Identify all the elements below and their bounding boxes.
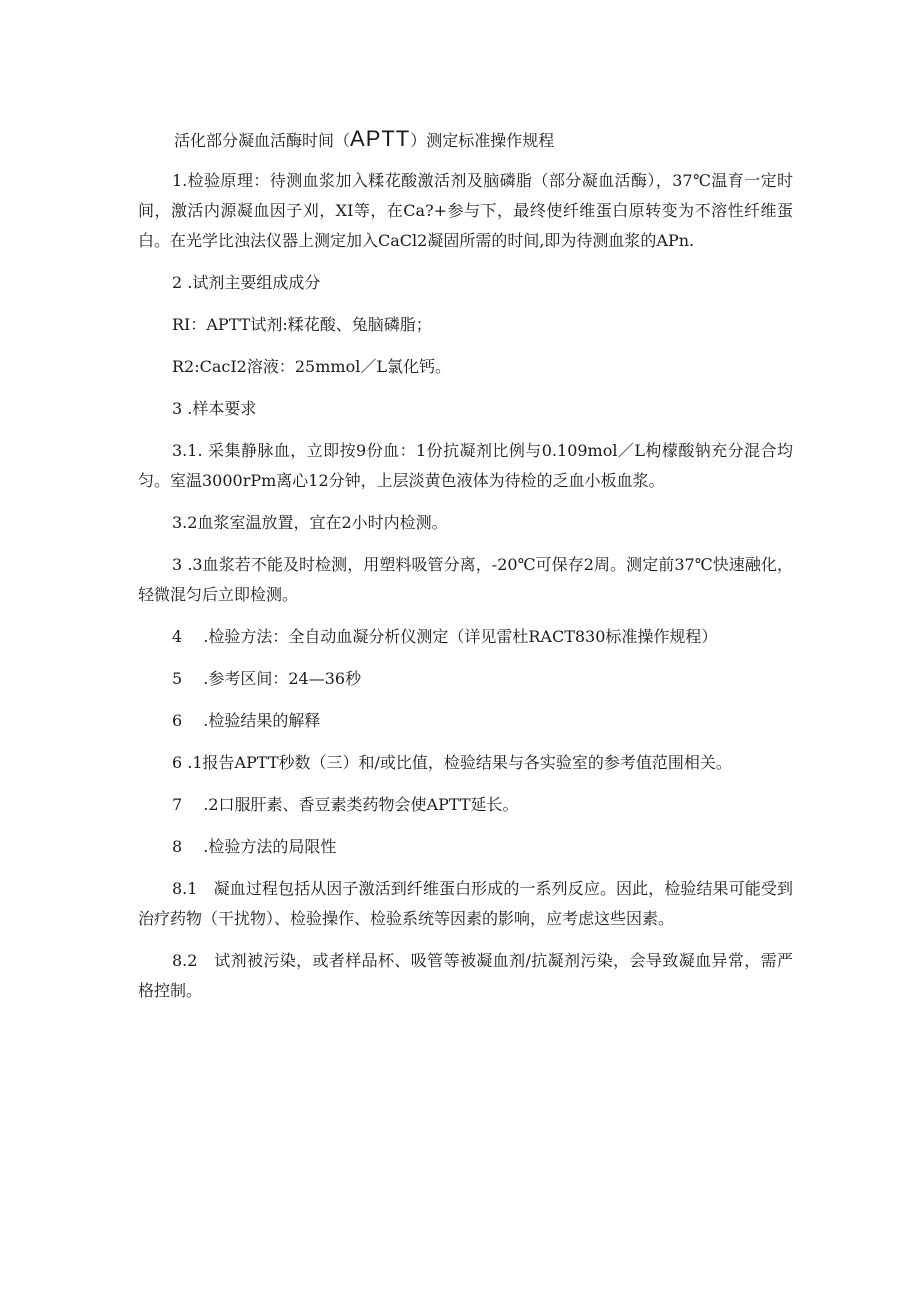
paragraph-interpretation-drugs: 7 .2口服肝素、香豆素类药物会使APTT延长。 [172,795,519,814]
document-body [138,126,793,1018]
paragraph-interpretation-heading: 6 .检验结果的解释 [172,711,321,730]
title-prefix: 活化部分凝血活酶时间（ [174,131,351,150]
title-suffix: ）测定标准操作规程 [410,131,555,150]
paragraph-limitations-factors: 8.1 凝血过程包括从因子激活到纤维蛋白形成的一系列反应。因此，检验结果可能受到治疗药物（干扰物）、检验操作、检验系统等因素的影响，应考虑这些因素。 [138,879,793,928]
paragraph-reference-range: 5 .参考区间：24—36秒 [172,669,362,688]
paragraph-reagent-r2: R2:CacI2溶液：25mmol／L氯化钙。 [172,357,451,376]
paragraph-interpretation-report: 6 .1报告APTT秒数（三）和/或比值，检验结果与各实验室的参考值范围相关。 [172,753,732,772]
paragraph-sample-storage: 3.2血浆室温放置，宜在2小时内检测。 [172,513,448,532]
paragraph-limitations-heading: 8 .检验方法的局限性 [172,837,337,856]
paragraph-method: 4 .检验方法：全自动血凝分析仪测定（详见雷杜RACT830标准操作规程） [172,627,718,646]
paragraph-sample-collection: 3.1. 采集静脉血，立即按9份血：1份抗凝剂比例与0.109mol／L枸檬酸钠充分混合均匀。室温3000rPm离心12分钟，上层淡黄色液体为待检的乏血小板血浆。 [138,441,793,490]
paragraph-principle: 1.检验原理：待测血浆加入糅花酸激活剂及脑磷脂（部分凝血活酶），37℃温育一定时间，激活内源凝血因子刈，XI等，在Ca?+参与下，最终使纤维蛋白原转变为不溶性纤维蛋白。在光学比浊法仪器上测定加入CaCl2凝固所需的时间,即为待测血浆的APn. [138,171,793,250]
paragraph-sample-heading: 3 .样本要求 [172,399,257,418]
paragraph-limitations-contamination: 8.2 试剂被污染，或者样品杯、吸管等被凝血剂/抗凝剂污染，会导致凝血异常，需严格控制。 [138,951,793,1000]
document-title [138,126,793,154]
title-abbreviation: APTT [350,126,411,151]
paragraph-reagent-r1: RI：APTT试剂:糅花酸、兔脑磷脂； [172,315,432,334]
paragraph-reagents-heading: 2 .试剂主要组成成分 [172,273,321,292]
paragraph-sample-freezing: 3 .3血浆若不能及时检测，用塑料吸管分离，-20℃可保存2周。测定前37℃快速融化，轻微混匀后立即检测。 [138,555,793,604]
